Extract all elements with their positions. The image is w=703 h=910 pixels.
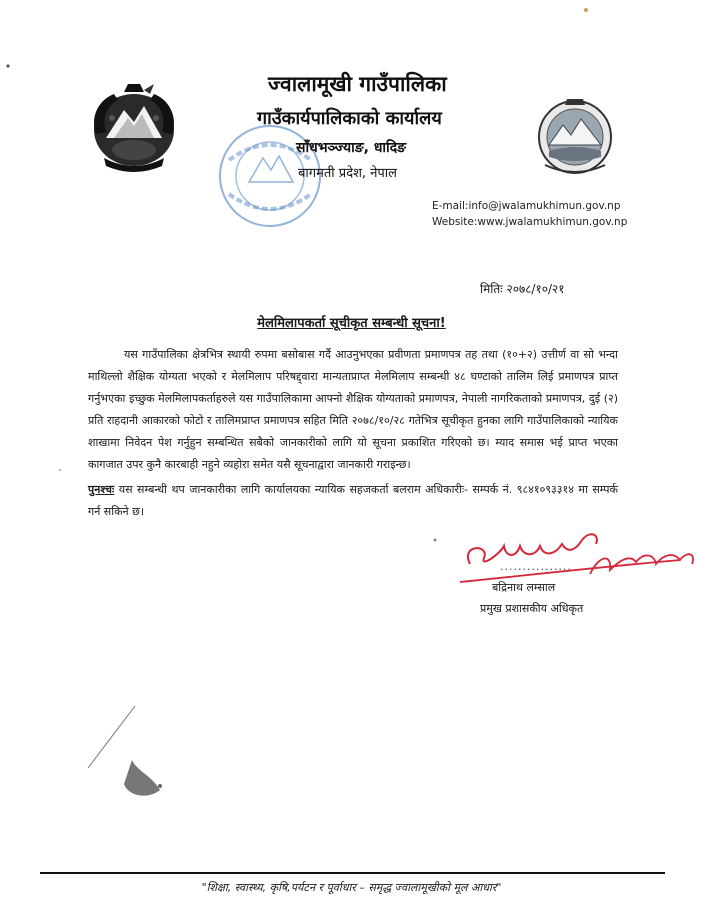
signatory-title: प्रमुख प्रशासकीय अधिकृत: [480, 602, 584, 615]
subject-text: मेलमिलापकर्ता सूचीकृत सम्बन्धी सूचना!: [257, 316, 446, 331]
office-address: साँधभञ्ज्याङ, धादिङ: [296, 140, 407, 156]
body-paragraph: यस गाउँपालिका क्षेत्रभित्र स्थायी रुपमा बसोबास गर्दै आउनुभएका प्रवीणता प्रमाणपत्र तह तथा (१०+२) उत्तीर्ण वा सो भन्दा माथिल्लो शैक्षिक योग्यता भएको र मेलमिलाप परिषद्द्वारा मान्यताप्राप्त मेलमिलाप सम्बन्धी ४८ घण्टाको तालिम लिई प्रमाणपत्र प्राप्त गर्नुभएका इच्छुक मेलमिलापकर्ताहरुले यस गाउँपालिकामा आफ्नो शैक्षिक योग्यताको प्रमाणपत्र, नेपाली नागरिकताको प्रमाणपत्र, दुई (२) प्रति राहदानी आकारको फोटो र तालिमप्राप्त प्रमाणपत्र सहित मिति २०७८/१०/२८ गतेभित्र सूचीकृत हुनका लागि गाउँपालिकाको न्यायिक शाखामा निवेदन पेश गर्नुहुन सम्बन्धित सबैको जानकारीको लागि यो सूचना प्रकाशित गरिएको छ। म्याद समास भई प्राप्त भएका कागजात उपर कुनै कारबाही नहुने व्यहोरा समेत यसै सूचनाद्वारा जानकारी गराइन्छ।: [88, 348, 618, 471]
notice-subject: [0, 313, 703, 331]
signature-line: ................: [500, 560, 572, 573]
footer-divider: [40, 872, 665, 874]
signatory-name: बद्रिनाथ लम्साल: [492, 581, 556, 594]
footer-slogan: "शिक्षा, स्वास्थ्य, कृषि,पर्यटन र पूर्वाधार – समृद्ध ज्वालामूखीको मूल आधार": [201, 881, 502, 894]
office-name: गाउँकार्यपालिकाको कार्यालय: [257, 108, 442, 129]
postscript-text: यस सम्बन्धी थप जानकारीका लागि कार्यालयका न्यायिक सहजकर्ता बलराम अधिकारीः- सम्पर्क नं. ९८४१०९३३१४ मा सम्पर्क गर्न सकिने छ।: [88, 483, 618, 518]
postscript-label: पुनश्चः: [88, 483, 115, 496]
notice-date: मितिः २०७८/१०/२१: [480, 282, 565, 296]
postscript: [88, 479, 618, 523]
municipality-name: ज्वालामूखी गाउँपालिका: [268, 72, 447, 96]
contact-block: [432, 198, 627, 230]
email-text: E-mail:info@jwalamukhimun.gov.np: [432, 200, 621, 212]
nepal-emblem-icon: [84, 78, 184, 178]
website-text: Website:www.jwalamukhimun.gov.np: [432, 216, 628, 228]
office-province: बागमती प्रदेश, नेपाल: [298, 166, 397, 181]
municipality-logo-icon: [535, 95, 615, 177]
notice-body: [88, 344, 618, 523]
handwritten-signature-icon: [440, 524, 703, 594]
